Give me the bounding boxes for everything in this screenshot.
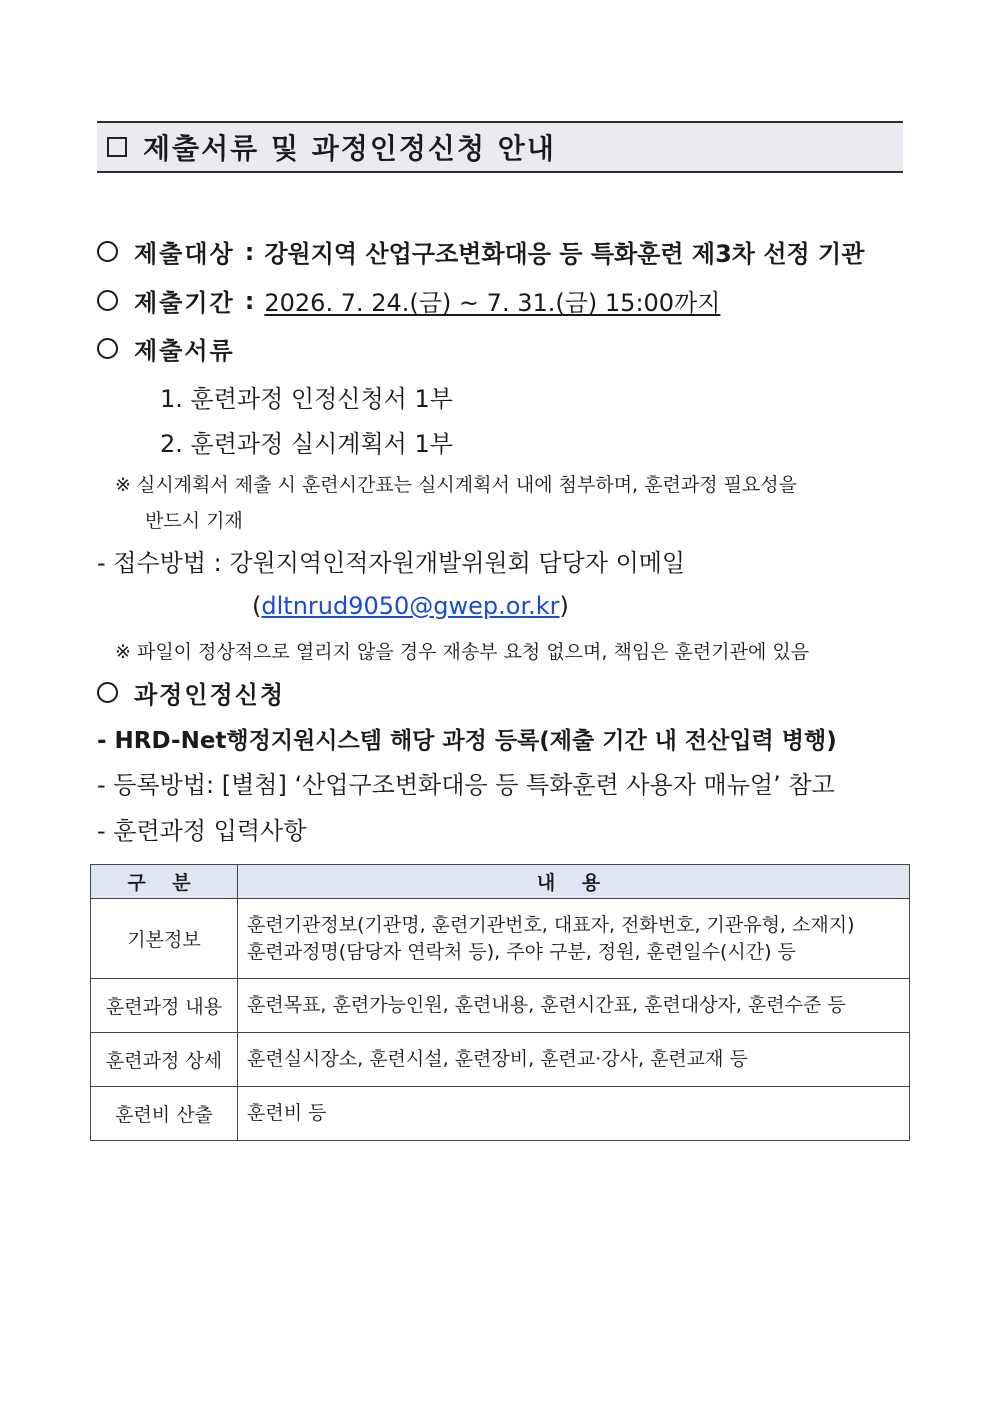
row-category: 훈련비 산출 — [91, 1087, 238, 1141]
email-open-paren: ( — [252, 592, 262, 620]
row-content — [238, 899, 910, 979]
circle-bullet-icon — [97, 241, 118, 262]
target-value: 강원지역 산업구조변화대응 등 특화훈련 제3차 선정 기관 — [264, 240, 865, 268]
circle-bullet-icon — [97, 338, 118, 359]
row-content: 훈련목표, 훈련가능인원, 훈련내용, 훈련시간표, 훈련대상자, 훈련수준 등 — [238, 979, 910, 1033]
email-link[interactable]: dltnrud9050@gwep.or.kr — [261, 592, 560, 620]
table-row — [91, 979, 910, 1033]
document-item-2: 2. 훈련과정 실시계획서 1부 — [160, 430, 453, 458]
row-content: 훈련실시장소, 훈련시설, 훈련장비, 훈련교·강사, 훈련교재 등 — [238, 1033, 910, 1087]
checkbox-square-icon — [107, 137, 127, 157]
circle-bullet-icon — [97, 682, 118, 703]
row-category: 훈련과정 내용 — [91, 979, 238, 1033]
row-content-line: 훈련과정명(담당자 연락처 등), 주야 구분, 정원, 훈련일수(시간) 등 — [247, 940, 796, 963]
row-content-line: 훈련기관정보(기관명, 훈련기관번호, 대표자, 전화번호, 기관유형, 소재지) — [247, 913, 855, 936]
table-row — [91, 1033, 910, 1087]
row-category: 기본정보 — [91, 899, 238, 979]
plan-note-line2: 반드시 기재 — [145, 510, 243, 532]
row-category: 훈련과정 상세 — [91, 1033, 238, 1087]
circle-bullet-icon — [97, 290, 118, 311]
period-label: 제출기간 — [134, 289, 235, 317]
receipt-method: - 접수방법 : 강원지역인적자원개발위원회 담당자 이메일 — [97, 549, 686, 577]
header-category: 구 분 — [91, 865, 238, 899]
period-colon: : — [244, 286, 255, 315]
plan-note-line1: ※ 실시계획서 제출 시 훈련시간표는 실시계획서 내에 첨부하며, 훈련과정 필요성을 — [115, 474, 797, 496]
header-content: 내 용 — [238, 865, 910, 899]
registration-method: - 등록방법: [별첨] ‘산업구조변화대응 등 특화훈련 사용자 매뉴얼’ 참고 — [97, 771, 835, 799]
course-approval-heading — [97, 675, 285, 710]
file-note: ※ 파일이 정상적으로 열리지 않을 경우 재송부 요청 없으며, 책임은 훈련기관에 있음 — [115, 641, 810, 663]
document-item-1: 1. 훈련과정 인정신청서 1부 — [160, 385, 453, 413]
table-row — [91, 1087, 910, 1141]
target-colon: : — [244, 237, 255, 266]
table-row — [91, 899, 910, 979]
section-title-bar — [97, 121, 903, 173]
email-row — [252, 592, 569, 620]
target-label: 제출대상 — [134, 240, 235, 268]
submission-documents-heading — [97, 331, 235, 366]
table-header-row — [91, 865, 910, 899]
documents-label: 제출서류 — [134, 337, 235, 365]
page-title: 제출서류 및 과정인정신청 안내 — [143, 132, 556, 165]
input-items-heading: - 훈련과정 입력사항 — [97, 817, 307, 845]
apply-label: 과정인정신청 — [134, 681, 286, 709]
hrd-net-registration: - HRD-Net행정지원시스템 해당 과정 등록(제출 기간 내 전산입력 병행) — [97, 728, 837, 754]
submission-period-row — [97, 283, 720, 318]
period-value: 2026. 7. 24.(금) ~ 7. 31.(금) 15:00까지 — [264, 289, 721, 317]
email-close-paren: ) — [559, 592, 569, 620]
row-content: 훈련비 등 — [238, 1087, 910, 1141]
input-items-table — [90, 864, 910, 1141]
submission-target-row — [97, 234, 864, 269]
